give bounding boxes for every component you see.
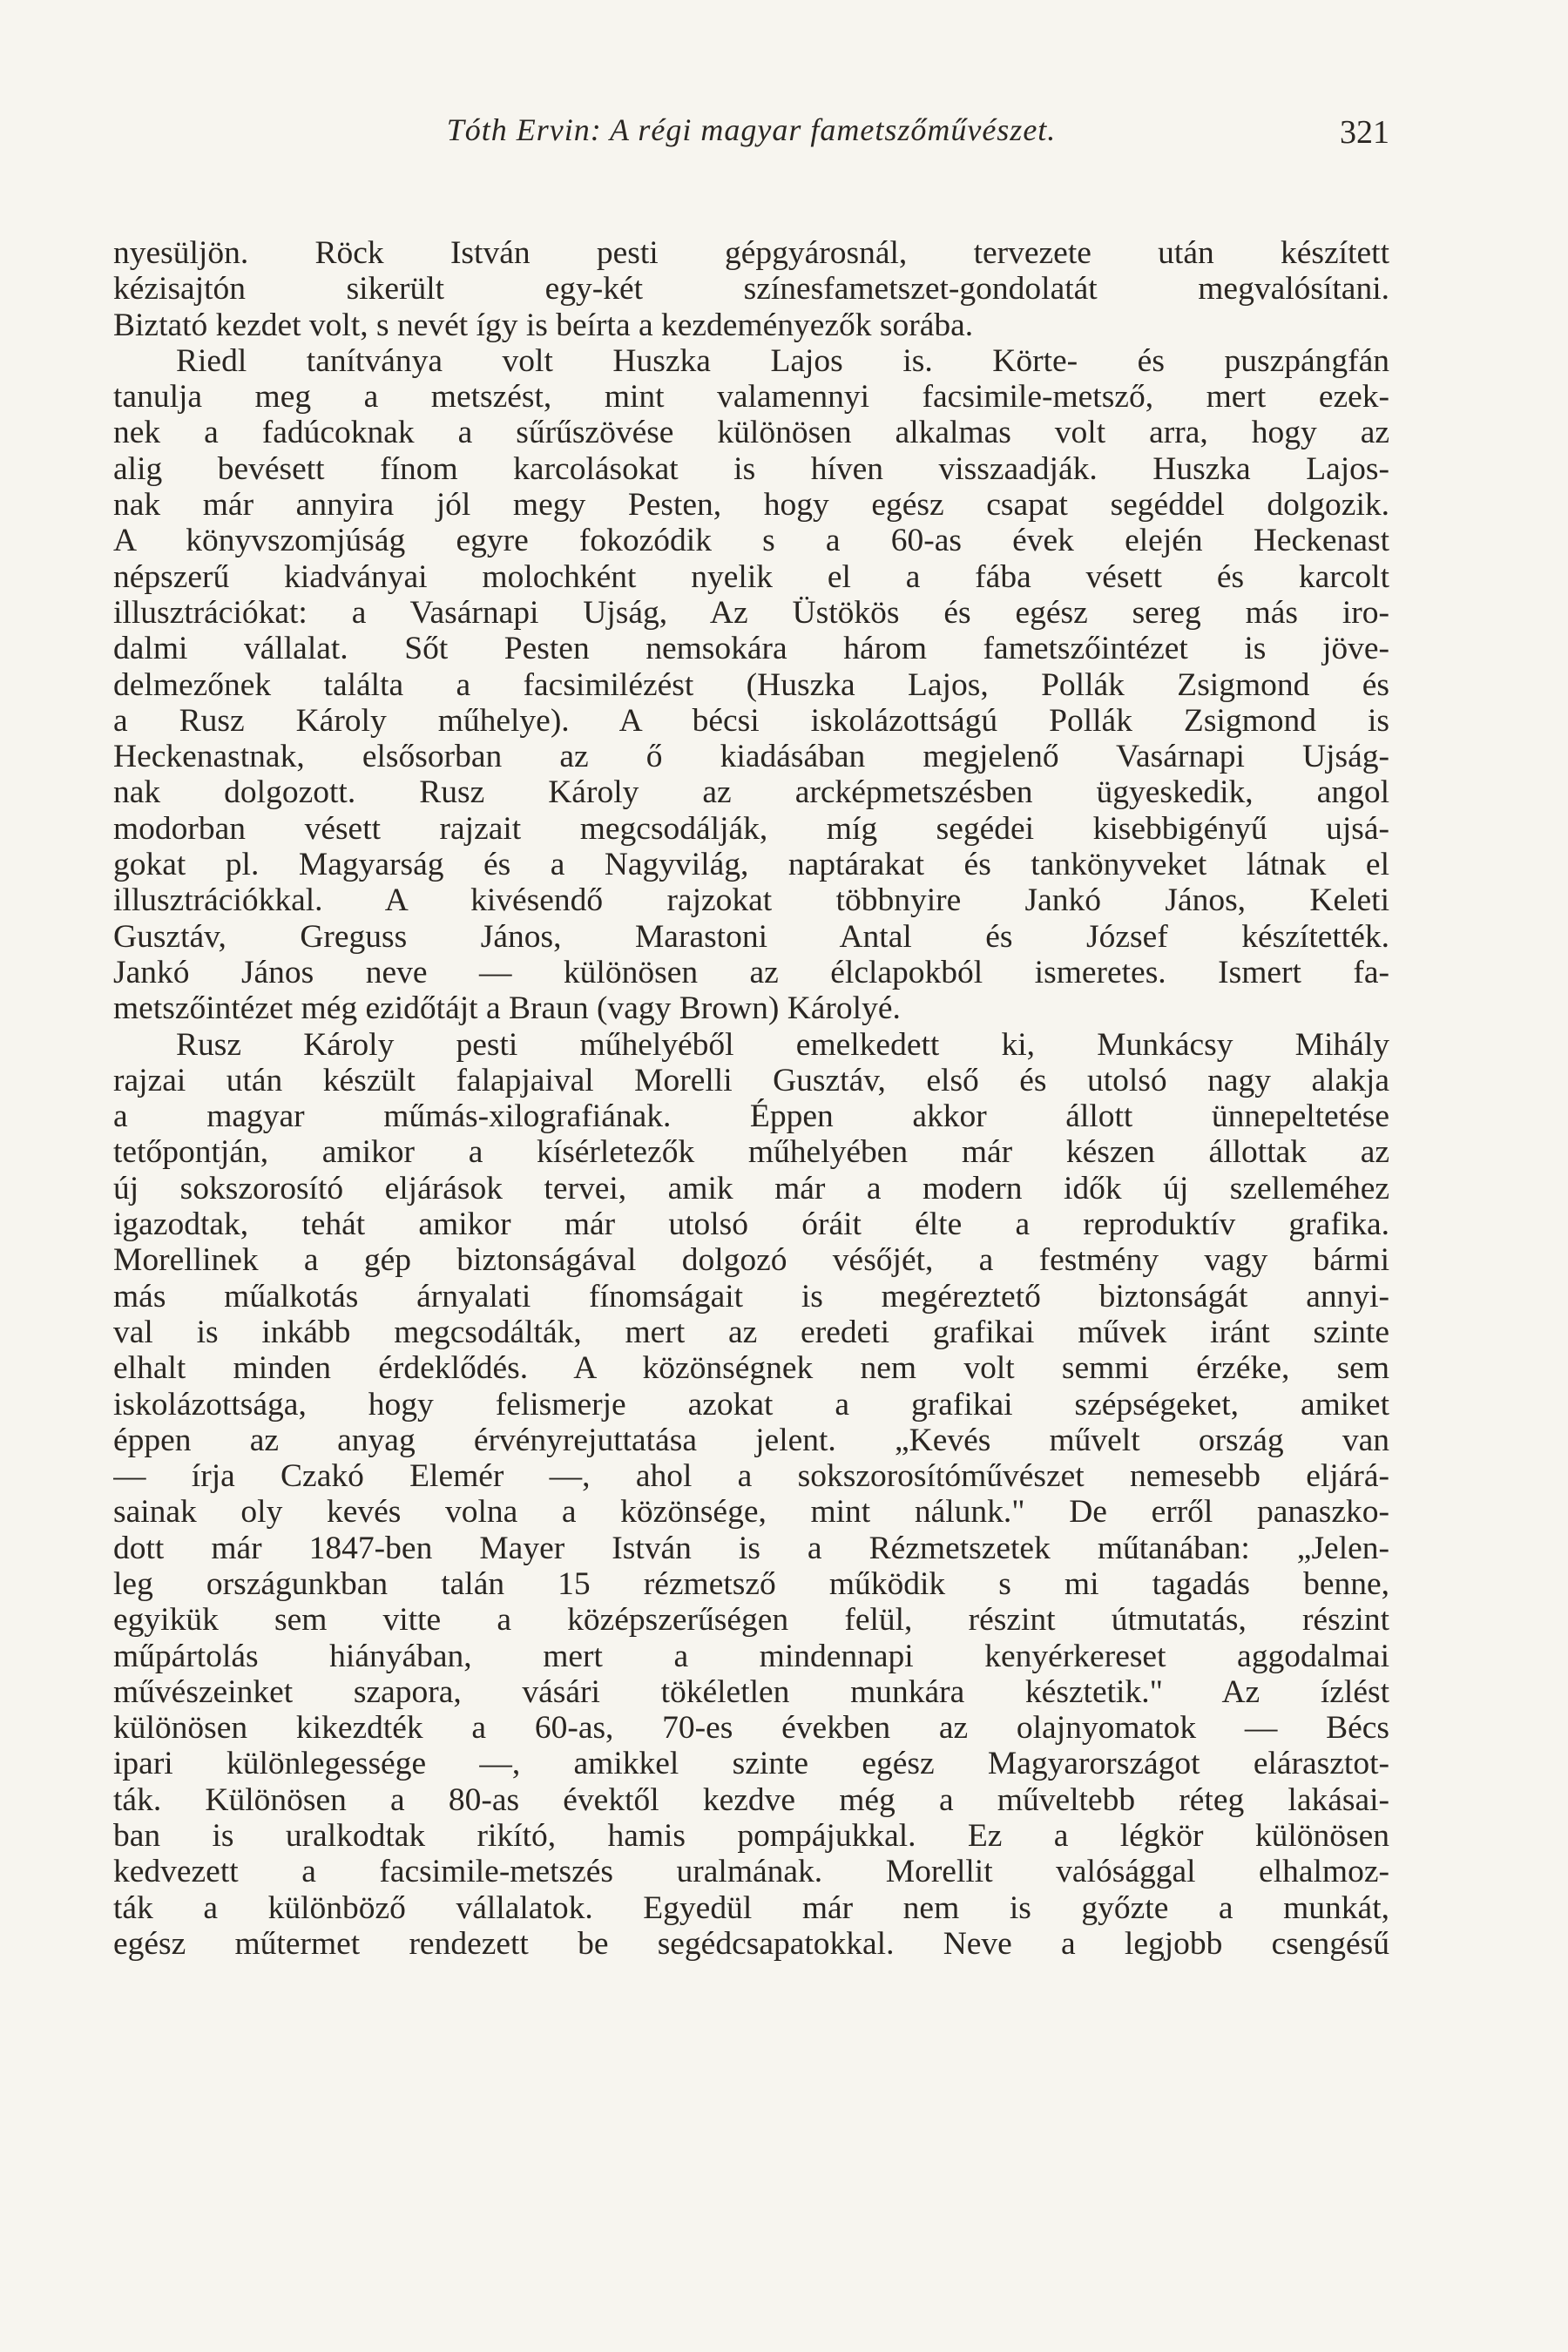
text-line: Gusztáv, Greguss János, Marastoni Antal és József készítették. [113, 918, 1389, 955]
text-line: művészeinket szapora, vásári tökéletlen munkára késztetik." Az ízlést [113, 1673, 1389, 1710]
page-header [113, 112, 1389, 155]
text-line: egyikük sem vitte a középszerűségen felül, részint útmutatás, részint [113, 1602, 1389, 1639]
text-line: Jankó János neve — különösen az élclapokból ismeretes. Ismert fa- [113, 954, 1389, 990]
text-line: nyesüljön. Röck István pesti gépgyárosnál, tervezete után készített [113, 235, 1389, 271]
text-line: ták. Különösen a 80-as évektől kezdve még a műveltebb réteg lakásai- [113, 1781, 1389, 1818]
text-line: rajzai után készült falapjaival Morelli Gusztáv, első és utolsó nagy alakja [113, 1062, 1389, 1098]
text-line: kedvezett a facsimile-metszés uralmának. Morellit valósággal elhalmoz- [113, 1854, 1389, 1890]
text-line: tetőpontján, amikor a kísérletezők műhelyében már készen állottak az [113, 1134, 1389, 1171]
text-line: tanulja meg a metszést, mint valamennyi facsimile-metsző, mert ezek- [113, 379, 1389, 416]
text-line: — írja Czakó Elemér —, ahol a sokszorosítóművészet nemesebb eljárá- [113, 1458, 1389, 1495]
text-line: leg országunkban talán 15 rézmetsző működik s mi tagadás benne, [113, 1565, 1389, 1602]
text-line: műpártolás hiányában, mert a mindennapi kenyérkereset aggodalmai [113, 1638, 1389, 1674]
text-line: ipari különlegessége —, amikkel szinte egész Magyarországot elárasztot- [113, 1746, 1389, 1782]
text-line: metszőintézet még ezidőtájt a Braun (vagy Brown) Károlyé. [113, 990, 901, 1027]
text-line: Riedl tanítványa volt Huszka Lajos is. Körte- és puszpángfán [176, 342, 1389, 379]
text-line: különösen kikezdték a 60-as, 70-es években az olajnyomatok — Bécs [113, 1710, 1389, 1747]
text-line: A könyvszomjúság egyre fokozódik s a 60-as évek elején Heckenast [113, 523, 1389, 559]
text-line: Heckenastnak, elsősorban az ő kiadásában megjelenő Vasárnapi Ujság- [113, 739, 1389, 775]
text-line: val is inkább megcsodálták, mert az eredeti grafikai művek iránt szinte [113, 1314, 1389, 1350]
text-line: Morellinek a gép biztonságával dolgozó vésőjét, a festmény vagy bármi [113, 1242, 1389, 1279]
text-line: Biztató kezdet volt, s nevét így is beírta a kezdeményezők sorába. [113, 307, 974, 343]
text-line: illusztrációkat: a Vasárnapi Ujság, Az Üstökös és egész sereg más iro- [113, 594, 1389, 631]
text-line: gokat pl. Magyarság és a Nagyvilág, naptárakat és tankönyveket látnak el [113, 847, 1389, 883]
text-line: dott már 1847-ben Mayer István is a Rézmetszetek műtanában: „Jelen- [113, 1530, 1389, 1566]
text-line: delmezőnek találta a facsimilézést (Huszka Lajos, Pollák Zsigmond és [113, 666, 1389, 703]
text-line: nek a fadúcoknak a sűrűszövése különösen alkalmas volt arra, hogy az [113, 415, 1389, 451]
text-line: Rusz Károly pesti műhelyéből emelkedett ki, Munkácsy Mihály [176, 1026, 1389, 1063]
text-line: elhalt minden érdeklődés. A közönségnek nem volt semmi érzéke, sem [113, 1350, 1389, 1387]
text-line: igazodtak, tehát amikor már utolsó óráit élte a reproduktív grafika. [113, 1206, 1389, 1243]
text-line: alig bevésett fínom karcolásokat is híven visszaadják. Huszka Lajos- [113, 450, 1389, 487]
running-head: Tóth Ervin: A régi magyar fametszőművészet. [446, 112, 1057, 147]
text-line: illusztrációkkal. A kivésendő rajzokat többnyire Jankó János, Keleti [113, 882, 1389, 919]
text-line: egész műtermet rendezett be segédcsapatokkal. Neve a legjobb csengésű [113, 1925, 1389, 1962]
text-line: dalmi vállalat. Sőt Pesten nemsokára három fametszőintézet is jöve- [113, 631, 1389, 667]
text-line: nak dolgozott. Rusz Károly az arcképmetszésben ügyeskedik, angol [113, 774, 1389, 811]
text-line: ták a különböző vállalatok. Egyedül már nem is győzte a munkát, [113, 1889, 1389, 1926]
text-line: új sokszorosító eljárások tervei, amik már a modern idők új szelleméhez [113, 1170, 1389, 1206]
text-line: iskolázottsága, hogy felismerje azokat a grafikai szépségeket, amiket [113, 1386, 1389, 1423]
text-line: kézisajtón sikerült egy-két színesfametszet-gondolatát megvalósítani. [113, 271, 1389, 308]
text-line: a Rusz Károly műhelye). A bécsi iskolázottságú Pollák Zsigmond is [113, 702, 1389, 739]
text-line: ban is uralkodtak rikító, hamis pompájukkal. Ez a légkör különösen [113, 1818, 1389, 1855]
text-line: éppen az anyag érvényrejuttatása jelent. „Kevés művelt ország van [113, 1422, 1389, 1458]
page-number: 321 [1340, 114, 1389, 151]
text-line: más műalkotás árnyalati fínomságait is megéreztető biztonságát annyi- [113, 1278, 1389, 1315]
body-text [113, 235, 1389, 1962]
text-line: nak már annyira jól megy Pesten, hogy egész csapat segéddel dolgozik. [113, 487, 1389, 524]
text-line: a magyar műmás-xilografiának. Éppen akkor állott ünnepeltetése [113, 1098, 1389, 1135]
text-line: sainak oly kevés volna a közönsége, mint nálunk." De erről panaszko- [113, 1494, 1389, 1531]
text-line: népszerű kiadványai molochként nyelik el a fába vésett és karcolt [113, 558, 1389, 595]
text-line: modorban vésett rajzait megcsodálják, míg segédei kisebbigényű ujsá- [113, 810, 1389, 847]
